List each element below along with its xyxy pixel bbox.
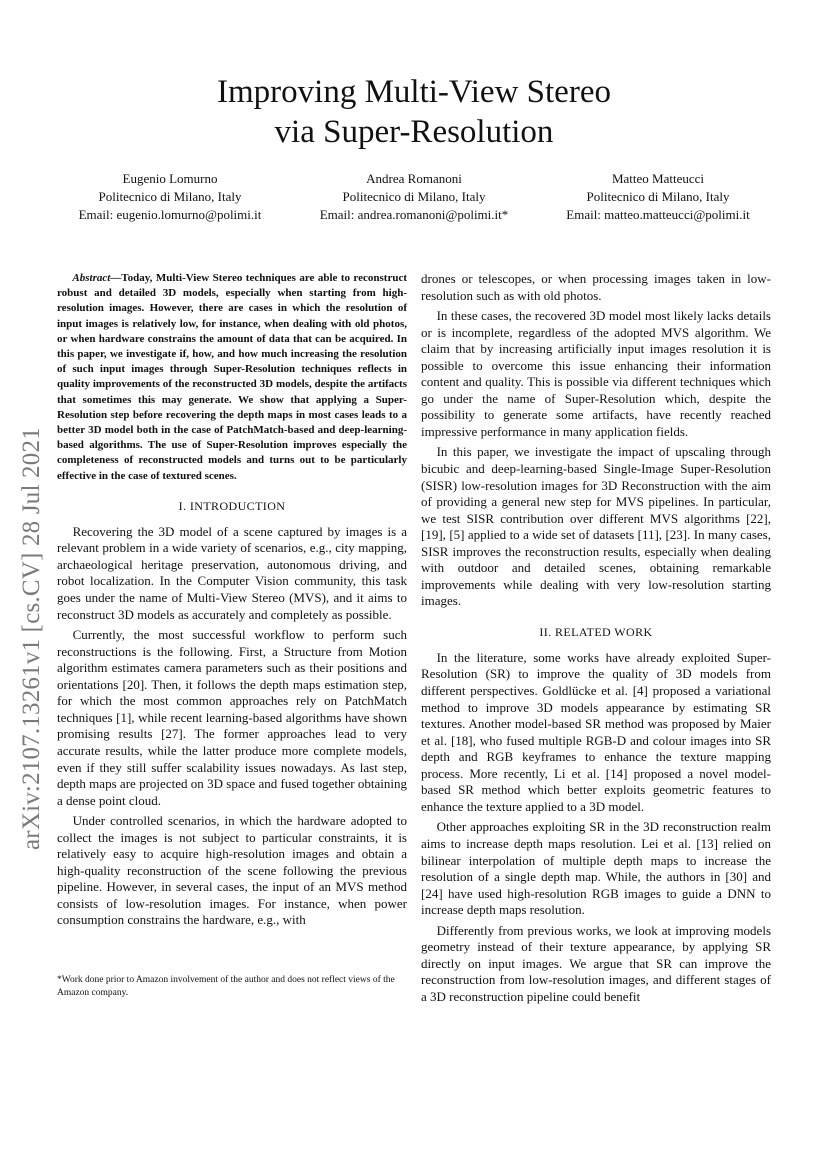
left-column bbox=[57, 271, 407, 929]
right-column bbox=[421, 271, 771, 1005]
author-email: Email: matteo.matteucci@polimi.it bbox=[566, 207, 750, 222]
section-heading-introduction: I. INTRODUCTION bbox=[178, 498, 286, 513]
paragraph: Under controlled scenarios, in which the hardware adopted to collect the images is not subject to particular constraints, it is relatively easy to acquire high-resolution images and obtain a high-quality reconstruction of the scene following the previous pipeline. However, in several cases, the input of an MVS method consists of low-resolution images. For instance, when power consumption constrains the hardware, e.g., with bbox=[57, 813, 407, 928]
abstract-text: —Today, Multi-View Stereo techniques are able to reconstruct robust and detailed 3D models, especially when starting from high-resolution images. However, there are cases in which the resolution of input images is relatively low, for instance, when dealing with old photos, or when hardware constrains the amount of data that can be acquired. In this paper, we investigate if, how, and how much increasing the resolution of such input images through Super-Resolution techniques reflects in quality improvements of the reconstructed 3D models, despite the artifacts that sometimes this may generate. We show that applying a Super-Resolution step before recovering the depth maps in most cases leads to a better 3D model both in the case of PatchMatch-based and deep-learning-based algorithms. The use of Super-Resolution improves especially the completeness of reconstructed models and turns out to be particularly effective in the case of textured scenes. bbox=[57, 272, 407, 482]
author-affiliation: Politecnico di Milano, Italy bbox=[586, 189, 730, 204]
paper-title bbox=[0, 72, 828, 152]
paragraph: Currently, the most successful workflow to perform such reconstructions is the following. First, a Structure from Motion algorithm estimates camera parameters such as their positions and orientations [20]. Then, it follows the depth maps estimation step, for which the most common approaches rely on PatchMatch techniques [1], while recent learning-based algorithms have shown promising results [27]. The former approaches lead to very accurate results, while the latter produce more complete models, even if they still suffer scalability issues nowadays. As last step, depth maps are projected on 3D space and fused together obtaining a dense point cloud. bbox=[57, 627, 407, 808]
author-name: Matteo Matteucci bbox=[611, 171, 705, 186]
author-name: Eugenio Lomurno bbox=[122, 171, 218, 186]
footnote: *Work done prior to Amazon involvement of the author and does not reflect views of the Amazon company. bbox=[57, 975, 395, 998]
paragraph: In these cases, the recovered 3D model most likely lacks details or is incomplete, regardless of the adopted MVS algorithm. We claim that by increasing artificially input images resolution it is possible to overcome this issue enhancing their information content and quality. This is possible via different techniques which go under the name of Super-Resolution which, despite the possibility to generate some artifacts, have recently reached impressive performance in many application fields. bbox=[421, 308, 771, 439]
author-1 bbox=[50, 170, 290, 224]
author-3 bbox=[538, 170, 778, 224]
paragraph: Other approaches exploiting SR in the 3D reconstruction realm aims to increase depth maps resolution. Lei et al. [13] relied on bilinear interpolation of multiple depth maps to increase the resolution of a single depth map. While, the authors in [30] and [24] have used high-resolution RGB images to guide a DNN to increase depth maps resolution. bbox=[421, 819, 771, 918]
section-heading-related-work: II. RELATED WORK bbox=[539, 624, 653, 639]
paragraph: Differently from previous works, we look at improving models geometry instead of their texture appearance, by applying SR directly on input images. We argue that SR can improve the reconstruction from low-resolution images, and different stages of a 3D reconstruction pipeline could benefit bbox=[421, 922, 771, 1004]
author-email: Email: eugenio.lomurno@polimi.it bbox=[78, 207, 262, 222]
author-affiliation: Politecnico di Milano, Italy bbox=[98, 189, 242, 204]
author-affiliation: Politecnico di Milano, Italy bbox=[342, 189, 486, 204]
abstract bbox=[57, 271, 407, 484]
paragraph: In this paper, we investigate the impact of upscaling through bicubic and deep-learning-based Single-Image Super-Resolution (SISR) low-resolution images for 3D Reconstruction with the aim of providing a general new step for MVS pipelines. In particular, we test SISR contribution over different MVS algorithms [22], [19], [5] applied to a wide set of datasets [11], [23]. In many cases, SISR improves the reconstruction results, especially when dealing with outdoor and detailed scenes, obtaining remarkable improvements while dealing with very low-resolution starting images. bbox=[421, 444, 771, 609]
title-line-1: Improving Multi-View Stereo bbox=[217, 74, 611, 110]
arxiv-stamp: arXiv:2107.13261v1 [cs.CV] 28 Jul 2021 bbox=[18, 427, 45, 850]
author-2 bbox=[294, 170, 534, 224]
paragraph: Recovering the 3D model of a scene captured by images is a relevant problem in a wide variety of scenarios, e.g., city mapping, archaeological heritage preservation, autonomous driving, and robot localization. In the Computer Vision community, this task goes under the name of Multi-View Stereo (MVS), and it aims to reconstruct 3D models as accurately and completely as possible. bbox=[57, 523, 407, 622]
author-email: Email: andrea.romanoni@polimi.it* bbox=[319, 207, 509, 222]
paragraph: drones or telescopes, or when processing images taken in low-resolution such as with old photos. bbox=[421, 271, 771, 303]
title-line-2: via Super-Resolution bbox=[274, 114, 554, 150]
abstract-lead: Abstract bbox=[72, 272, 111, 284]
author-name: Andrea Romanoni bbox=[366, 171, 462, 186]
paragraph: In the literature, some works have already exploited Super-Resolution (SR) to improve the quality of 3D models from different perspectives. Goldlücke et al. [4] proposed a variational method to improve 3D models appearance by estimating SR textures. Another model-based SR method was proposed by Maier et al. [18], who fused multiple RGB-D and colour images into SR depth and RGB keyframes to enhance the texture mapping process. More recently, Li et al. [14] proposed a novel model-based SR method which better exploits geometric features to enhance the texture applied to a 3D model. bbox=[421, 649, 771, 814]
